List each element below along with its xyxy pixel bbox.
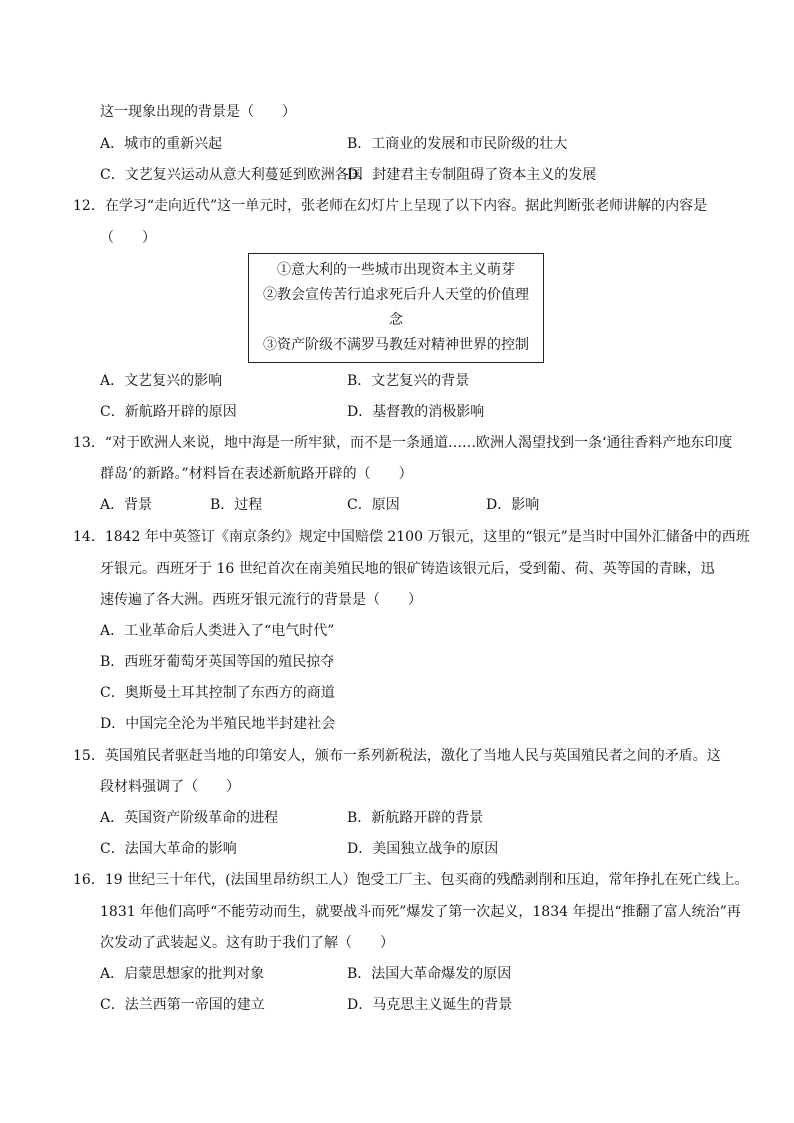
q12-stem-line2: （ ） [100, 230, 156, 246]
q14-stem-line3: 速传遍了各大洲。西班牙银元流行的背景是（ ） [100, 592, 422, 608]
q14-stem-line1: 14．1842 年中英签订《南京条约》规定中国赔偿 2100 万银元，这里的“银元”是当时中国外汇储备中的西班 [73, 529, 750, 545]
q11-option-d[interactable]: D．封建君主专制阻碍了资本主义的发展 [347, 167, 597, 183]
q16-option-d[interactable]: D．马克思主义诞生的背景 [347, 997, 513, 1013]
q15-option-c[interactable]: C．法国大革命的影响 [100, 841, 237, 857]
q15-stem-line1: 15．英国殖民者驱赶当地的印第安人，颁布一系列新税法，激化了当地人民与英国殖民者之间的矛盾。这 [73, 748, 721, 764]
q12-material-item-1: ①意大利的一些城市出现资本主义萌芽 [277, 262, 515, 278]
q14-option-c[interactable]: C．奥斯曼土耳其控制了东西方的商道 [100, 685, 335, 701]
q13-option-b[interactable]: B．过程 [210, 497, 263, 513]
q14-stem-line2: 牙银元。西班牙于 16 世纪首次在南美殖民地的银矿铸造该银元后，受到葡、荷、英等国的青睐，迅 [100, 561, 715, 577]
q12-material-item-3: ③资产阶级不满罗马教廷对精神世界的控制 [263, 337, 529, 353]
q14-option-d[interactable]: D．中国完全沦为半殖民地半封建社会 [100, 716, 336, 732]
q16-option-a[interactable]: A．启蒙思想家的批判对象 [100, 966, 265, 982]
q12-option-d[interactable]: D．基督教的消极影响 [347, 404, 485, 420]
q14-option-b[interactable]: B．西班牙葡萄牙英国等国的殖民掠夺 [100, 654, 335, 670]
q14-option-a[interactable]: A．工业革命后人类进入了“电气时代” [100, 623, 335, 639]
q15-option-a[interactable]: A．英国资产阶级革命的进程 [100, 810, 279, 826]
q12-option-b[interactable]: B．文艺复兴的背景 [347, 373, 470, 389]
q11-option-a[interactable]: A．城市的重新兴起 [100, 136, 223, 152]
q13-option-a[interactable]: A．背景 [100, 497, 153, 513]
q11-option-b[interactable]: B．工商业的发展和市民阶级的壮大 [347, 136, 568, 152]
q16-stem-line1: 16．19 世纪三十年代，(法国里昂纺织工人）饱受工厂主、包买商的残酷剥削和压迫，常年挣扎在死亡线上。 [73, 872, 749, 888]
q15-option-b[interactable]: B．新航路开辟的背景 [347, 810, 484, 826]
q15-stem-line2: 段材料强调了（ ） [100, 779, 240, 795]
q16-option-b[interactable]: B．法国大革命爆发的原因 [347, 966, 512, 982]
q12-option-c[interactable]: C．新航路开辟的原因 [100, 404, 237, 420]
q12-stem-line1: 12．在学习“走向近代”这一单元时，张老师在幻灯片上呈现了以下内容。据此判断张老师讲解的内容是 [73, 198, 708, 214]
q11-stem: 这一现象出现的背景是（ ） [100, 104, 296, 120]
q13-option-d[interactable]: D．影响 [486, 497, 540, 513]
q13-stem-line2: 群岛’的新路。”材料旨在表述新航路开辟的（ ） [100, 466, 413, 482]
q13-option-c[interactable]: C．原因 [347, 497, 400, 513]
q12-material-item-2-cont: 念 [389, 312, 403, 328]
q12-option-a[interactable]: A．文艺复兴的影响 [100, 373, 223, 389]
q15-option-d[interactable]: D．美国独立战争的原因 [347, 841, 499, 857]
q16-stem-line3: 次发动了武装起义。这有助于我们了解（ ） [100, 935, 394, 951]
q11-option-c[interactable]: C．文艺复兴运动从意大利蔓延到欧洲各国 [100, 167, 363, 183]
q13-stem-line1: 13．“对于欧洲人来说，地中海是一所牢狱，而不是一条通道……欧洲人渴望找到一条‘通往香料产地东印度 [73, 435, 733, 451]
q12-material-item-2: ②教会宣传苦行追求死后升人天堂的价值理 [263, 287, 529, 303]
q16-option-c[interactable]: C．法兰西第一帝国的建立 [100, 997, 265, 1013]
q12-material-box [248, 253, 544, 363]
q16-stem-line2: 1831 年他们高呼“不能劳动而生，就要战斗而死”爆发了第一次起义，1834 年提出“推翻了富人统治”再 [100, 904, 741, 920]
